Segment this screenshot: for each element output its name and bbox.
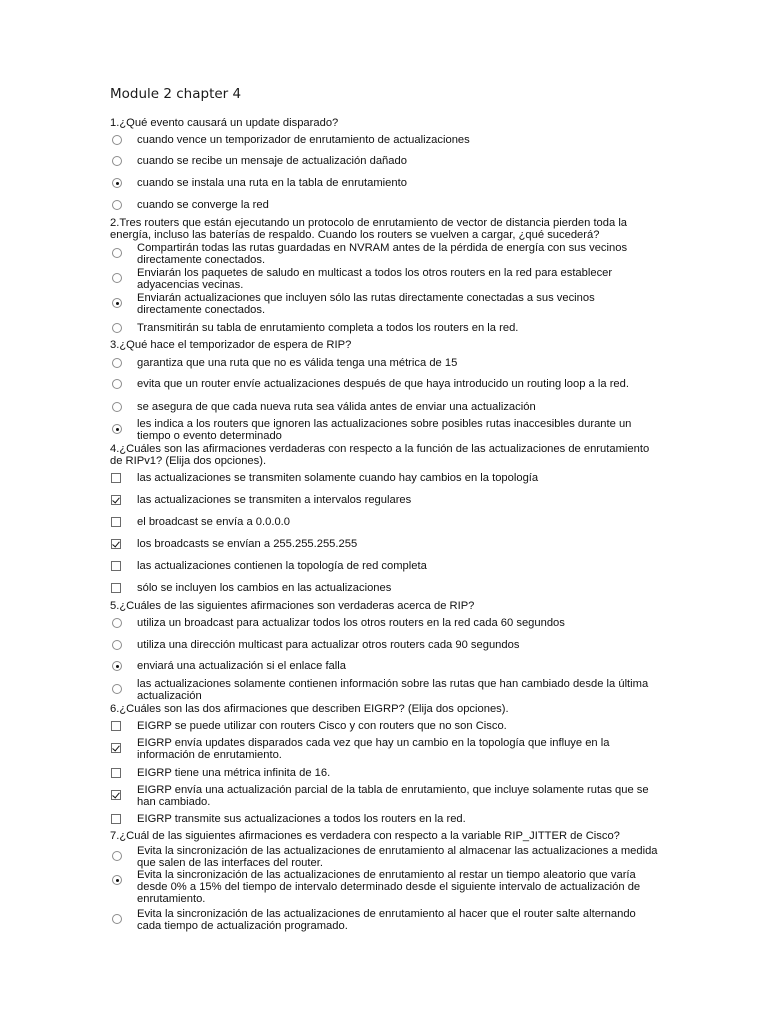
option-label: las actualizaciones se transmiten a intervalos regulares xyxy=(137,494,412,506)
question-6: 6.¿Cuáles son las dos afirmaciones que describen EIGRP? (Elija dos opciones). xyxy=(110,703,509,715)
question-3: 3.¿Qué hace el temporizador de espera de RIP? xyxy=(110,339,352,351)
option-label: EIGRP envía updates disparados cada vez que hay un cambio en la topología que influye en la información de enrutamiento. xyxy=(137,737,610,761)
option-label: Enviarán actualizaciones que incluyen sólo las rutas directamente conectadas a sus vecinos directamente conectados. xyxy=(137,292,595,316)
option-label: las actualizaciones contienen la topología de red completa xyxy=(137,560,427,572)
radio-button[interactable] xyxy=(112,618,122,628)
question-3-option-4[interactable] xyxy=(110,418,670,444)
radio-button[interactable] xyxy=(112,379,122,389)
checkbox[interactable] xyxy=(111,768,121,778)
checkbox[interactable] xyxy=(111,517,121,527)
option-label: Evita la sincronización de las actualizaciones de enrutamiento al restar un tiempo aleatorio que varía desde 0% a 15% del tiempo de intervalo determinado desde el siguiente intervalo de actualización de enrutamiento. xyxy=(137,869,641,905)
checkbox[interactable] xyxy=(111,495,121,505)
option-label: Enviarán los paquetes de saludo en multicast a todos los otros routers en la red para establecer adyacencias vecinas. xyxy=(137,267,613,291)
option-label: cuando se converge la red xyxy=(137,199,269,211)
option-label: cuando vence un temporizador de enrutamiento de actualizaciones xyxy=(137,134,470,146)
option-label: Transmitirán su tabla de enrutamiento completa a todos los routers en la red. xyxy=(137,322,519,334)
radio-button[interactable] xyxy=(112,684,122,694)
checkbox[interactable] xyxy=(111,473,121,483)
option-label: evita que un router envíe actualizaciones después de que haya introducido un routing loop a la red. xyxy=(137,378,629,390)
option-label: Compartirán todas las rutas guardadas en NVRAM antes de la pérdida de energía con sus vecinos directamente conectados. xyxy=(137,242,628,266)
question-4: 4.¿Cuáles son las afirmaciones verdaderas con respecto a la función de las actualizaciones de enrutamiento de RIPv1? (Elija dos opciones). xyxy=(110,443,650,467)
question-7: 7.¿Cuál de las siguientes afirmaciones es verdadera con respecto a la variable RIP_JITTER de Cisco? xyxy=(110,830,620,842)
checkbox[interactable] xyxy=(111,561,121,571)
question-2-option-1[interactable] xyxy=(110,242,670,268)
option-label: las actualizaciones solamente contienen información sobre las rutas que han cambiado desde la última actualización xyxy=(137,678,649,702)
question-6-option-4[interactable] xyxy=(110,784,670,810)
radio-button[interactable] xyxy=(112,661,122,671)
checkbox[interactable] xyxy=(111,721,121,731)
document-title: Module 2 chapter 4 xyxy=(110,86,242,102)
checkbox[interactable] xyxy=(111,583,121,593)
radio-button[interactable] xyxy=(112,875,122,885)
question-2-option-2[interactable] xyxy=(110,267,670,293)
question-7-option-3[interactable] xyxy=(110,908,670,934)
question-7-option-1[interactable] xyxy=(110,845,670,871)
question-2-option-3[interactable] xyxy=(110,292,670,318)
radio-button[interactable] xyxy=(112,851,122,861)
question-1: 1.¿Qué evento causará un update disparado? xyxy=(110,117,339,129)
radio-button[interactable] xyxy=(112,640,122,650)
option-label: cuando se recibe un mensaje de actualización dañado xyxy=(137,155,407,167)
option-label: los broadcasts se envían a 255.255.255.255 xyxy=(137,538,358,550)
radio-button[interactable] xyxy=(112,298,122,308)
option-label: se asegura de que cada nueva ruta sea válida antes de enviar una actualización xyxy=(137,401,536,413)
option-label: EIGRP transmite sus actualizaciones a todos los routers en la red. xyxy=(137,813,466,825)
radio-button[interactable] xyxy=(112,424,122,434)
option-label: Evita la sincronización de las actualizaciones de enrutamiento al hacer que el router salte alternando cada tiempo de actualización programado. xyxy=(137,908,636,932)
radio-button[interactable] xyxy=(112,178,122,188)
checkbox[interactable] xyxy=(111,790,121,800)
option-label: enviará una actualización si el enlace falla xyxy=(137,660,346,672)
option-label: utiliza una dirección multicast para actualizar otros routers cada 90 segundos xyxy=(137,639,520,651)
question-5-option-4[interactable] xyxy=(110,678,670,704)
question-2: 2.Tres routers que están ejecutando un protocolo de enrutamiento de vector de distancia pierden toda la energía, incluso las baterías de respaldo. Cuando los routers se vuelven a cargar, ¿qué sucederá? xyxy=(110,217,628,241)
checkbox[interactable] xyxy=(111,814,121,824)
radio-button[interactable] xyxy=(112,914,122,924)
option-label: utiliza un broadcast para actualizar todos los otros routers en la red cada 60 segundos xyxy=(137,617,565,629)
option-label: les indica a los routers que ignoren las actualizaciones sobre posibles rutas inaccesibles durante un tiempo o evento determinado xyxy=(137,418,632,442)
option-label: EIGRP tiene una métrica infinita de 16. xyxy=(137,767,331,779)
radio-button[interactable] xyxy=(112,402,122,412)
checkbox[interactable] xyxy=(111,539,121,549)
radio-button[interactable] xyxy=(112,135,122,145)
radio-button[interactable] xyxy=(112,273,122,283)
option-label: EIGRP envía una actualización parcial de la tabla de enrutamiento, que incluye solamente rutas que se han cambiado. xyxy=(137,784,649,808)
radio-button[interactable] xyxy=(112,358,122,368)
option-label: EIGRP se puede utilizar con routers Cisco y con routers que no son Cisco. xyxy=(137,720,507,732)
option-label: el broadcast se envía a 0.0.0.0 xyxy=(137,516,290,528)
radio-button[interactable] xyxy=(112,248,122,258)
question-6-option-2[interactable] xyxy=(110,737,670,763)
radio-button[interactable] xyxy=(112,156,122,166)
radio-button[interactable] xyxy=(112,323,122,333)
question-7-option-2[interactable] xyxy=(110,869,670,905)
checkbox[interactable] xyxy=(111,743,121,753)
option-label: garantiza que una ruta que no es válida tenga una métrica de 15 xyxy=(137,357,458,369)
option-label: las actualizaciones se transmiten solamente cuando hay cambios en la topología xyxy=(137,472,539,484)
option-label: Evita la sincronización de las actualizaciones de enrutamiento al almacenar las actualizaciones a medida que salen de las interfaces del router. xyxy=(137,845,658,869)
option-label: sólo se incluyen los cambios en las actualizaciones xyxy=(137,582,392,594)
radio-button[interactable] xyxy=(112,200,122,210)
question-5: 5.¿Cuáles de las siguientes afirmaciones son verdaderas acerca de RIP? xyxy=(110,600,475,612)
option-label: cuando se instala una ruta en la tabla de enrutamiento xyxy=(137,177,407,189)
